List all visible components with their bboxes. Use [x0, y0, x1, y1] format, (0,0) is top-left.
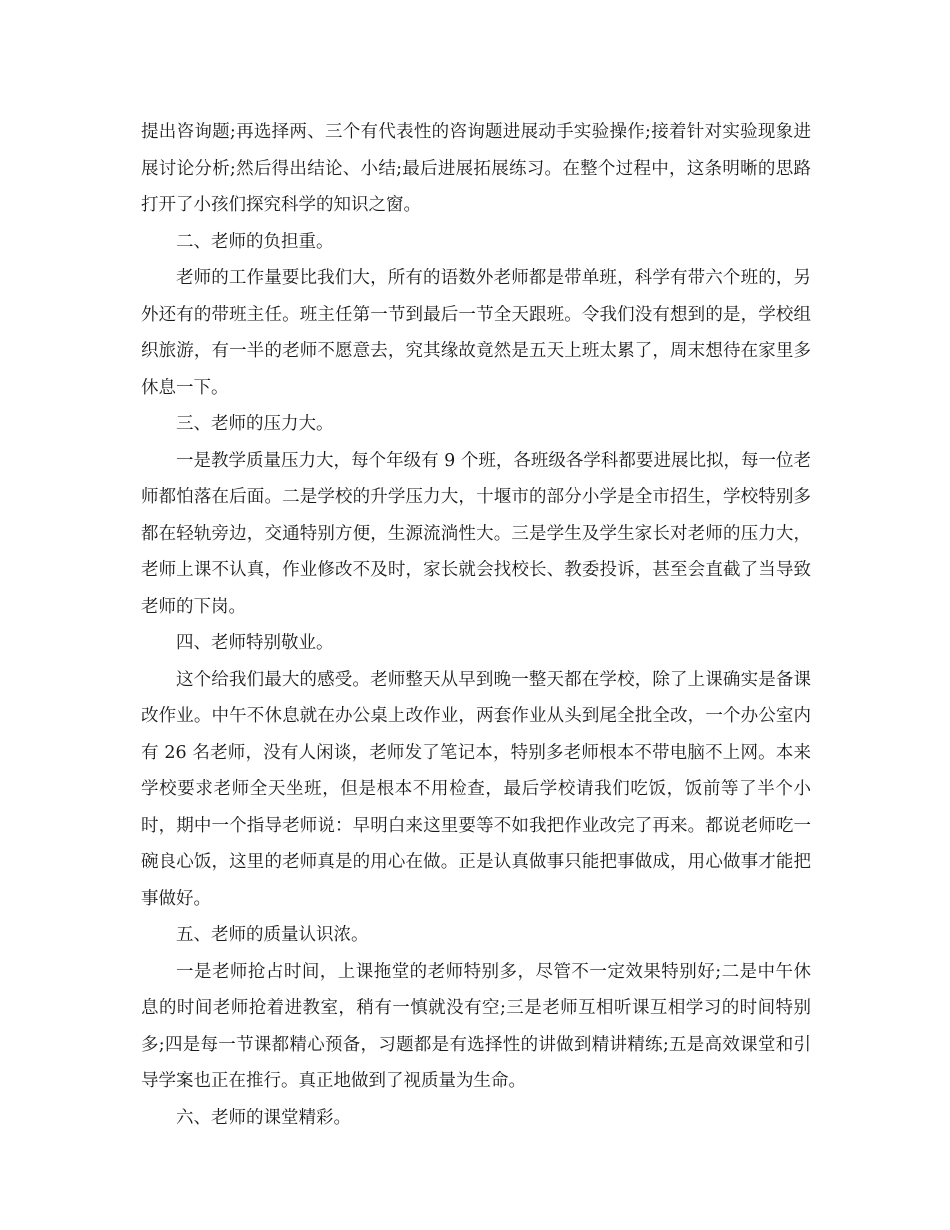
paragraph-workload: 老师的工作量要比我们大，所有的语数外老师都是带单班，科学有带六个班的，另外还有的带班主任。班主任第一节到最后一节全天跟班。令我们没有想到的是，学校组织旅游，有一半的老师不愿意去，究其缘故竟然是五天上班太累了，周末想待在家里多休息一下。 [141, 268, 811, 398]
document-body [141, 114, 811, 1136]
section-heading-6: 六、老师的课堂精彩。 [176, 1107, 351, 1128]
paragraph-quality: 一是老师抢占时间，上课拖堂的老师特别多，尽管不一定效果特别好;二是中午休息的时间老师抢着进教室，稍有一慎就没有空;三是老师互相听课互相学习的时间特别多;四是每一节课都精心预备，习题都是有选择性的讲做到精讲精练;五是高效课堂和引导学案也正在推行。真正地做到了视质量为生命。 [141, 961, 811, 1091]
section-heading-3: 三、老师的压力大。 [176, 414, 334, 434]
paragraph-intro-continuation: 提出咨询题;再选择两、三个有代表性的咨询题进展动手实验操作;接着针对实验现象进展讨论分析;然后得出结论、小结;最后进展拓展练习。在整个过程中，这条明晰的思路打开了小孩们探究科学的知识之窗。 [141, 122, 811, 215]
section-heading-4: 四、老师特别敬业。 [176, 633, 334, 653]
paragraph-dedication: 这个给我们最大的感受。老师整天从早到晚一整天都在学校，除了上课确实是备课改作业。中午不休息就在办公桌上改作业，两套作业从头到尾全批全改，一个办公室内有 26 名老师，没有人闲谈，老师发了笔记本，特别多老师根本不带电脑不上网。本来学校要求老师全天坐班，但是根本不用检查，最后学校请我们吃饭，饭前等了半个小时，期中一个指导老师说：早明白来这里要等不如我把作业改完了再来。都说老师吃一碗良心饭，这里的老师真是的用心在做。正是认真做事只能把事做成，用心做事才能把事做好。 [141, 669, 811, 909]
section-heading-5: 五、老师的质量认识浓。 [176, 925, 369, 945]
section-heading-2: 二、老师的负担重。 [176, 231, 334, 252]
paragraph-pressure: 一是教学质量压力大，每个年级有 9 个班，各班级各学科都要进展比拟，每一位老师都怕落在后面。二是学校的升学压力大，十堰市的部分小学是全市招生，学校特别多都在轻轨旁边，交通特别方便，生源流淌性大。三是学生及学生家长对老师的压力大，老师上课不认真，作业修改不及时，家长就会找校长、教委投诉，甚至会直截了当导致老师的下岗。 [141, 450, 811, 617]
